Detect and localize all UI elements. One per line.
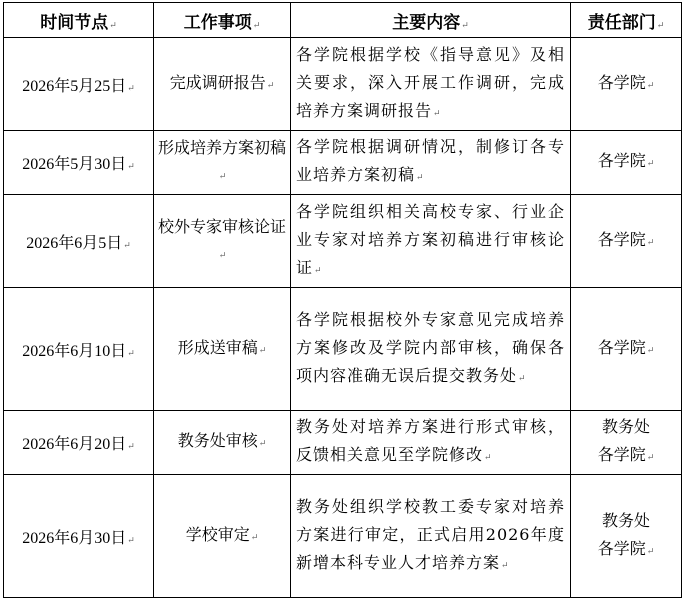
- header-time: 时间节点↵: [4, 3, 154, 38]
- paragraph-mark-icon: ↵: [127, 534, 135, 545]
- paragraph-mark-icon: ↵: [646, 159, 655, 169]
- paragraph-mark-icon: ↵: [518, 373, 527, 384]
- cell-task: 完成调研报告↵: [154, 38, 291, 131]
- cell-date: 2026年6月10日↵: [4, 288, 154, 411]
- cell-dept: 各学院↵: [571, 131, 682, 195]
- paragraph-mark-icon: ↵: [314, 265, 323, 276]
- paragraph-mark-icon: ↵: [266, 80, 275, 91]
- table-row: [4, 288, 682, 411]
- cell-dept: [571, 411, 682, 475]
- dept-line: 各学院: [597, 538, 646, 558]
- cell-date: 2026年6月20日↵: [4, 411, 154, 475]
- paragraph-mark-icon: ↵: [433, 108, 442, 119]
- table-row: [4, 195, 682, 288]
- dept-line: 各学院: [597, 445, 646, 464]
- cell-dept: [571, 475, 682, 598]
- dept-line: 教务处: [601, 510, 650, 530]
- header-row: [4, 3, 682, 38]
- paragraph-mark-icon: ↵: [258, 345, 267, 356]
- paragraph-mark-icon: ↵: [252, 20, 261, 31]
- header-task: 工作事项↵: [154, 3, 291, 38]
- cell-dept: 各学院↵: [571, 38, 682, 131]
- cell-content: 各学院根据学校《指导意见》及相关要求，深入开展工作调研，完成培养方案调研报告↵: [291, 38, 571, 131]
- paragraph-mark-icon: ↵: [484, 453, 493, 463]
- paragraph-mark-icon: ↵: [501, 560, 510, 571]
- paragraph-mark-icon: ↵: [646, 80, 655, 91]
- table-row: [4, 411, 682, 475]
- cell-date: 2026年5月25日↵: [4, 38, 154, 131]
- paragraph-mark-icon: ↵: [218, 250, 227, 261]
- cell-content: 各学院组织相关高校专家、行业企业专家对培养方案初稿进行审核论证↵: [291, 195, 571, 288]
- cell-task: 教务处审核↵: [154, 411, 291, 475]
- cell-content: 教务处对培养方案进行形式审核，反馈相关意见至学院修改↵: [291, 411, 571, 475]
- paragraph-mark-icon: ↵: [258, 439, 267, 449]
- header-content: 主要内容↵: [291, 3, 571, 38]
- paragraph-mark-icon: ↵: [461, 20, 469, 31]
- paragraph-mark-icon: ↵: [646, 237, 655, 248]
- table-row: [4, 38, 682, 131]
- cell-content: 各学院根据校外专家意见完成培养方案修改及学院内部审核，确保各项内容准确无误后提交教务处↵: [291, 288, 571, 411]
- paragraph-mark-icon: ↵: [218, 172, 227, 182]
- cell-content: 各学院根据调研情况，制修订各专业培养方案初稿↵: [291, 131, 571, 195]
- paragraph-mark-icon: ↵: [109, 20, 117, 31]
- cell-dept: 各学院↵: [571, 288, 682, 411]
- cell-date: 2026年6月5日↵: [4, 195, 154, 288]
- cell-task: 学校审定↵: [154, 475, 291, 598]
- paragraph-mark-icon: ↵: [127, 347, 135, 358]
- table-row: [4, 475, 682, 598]
- cell-dept: 各学院↵: [571, 195, 682, 288]
- paragraph-mark-icon: ↵: [656, 20, 665, 31]
- paragraph-mark-icon: ↵: [250, 532, 259, 543]
- cell-task: 形成培养方案初稿↵: [154, 131, 291, 195]
- schedule-table: [3, 2, 682, 598]
- paragraph-mark-icon: ↵: [646, 345, 655, 356]
- paragraph-mark-icon: ↵: [646, 546, 655, 557]
- paragraph-mark-icon: ↵: [416, 173, 425, 183]
- cell-date: 2026年6月30日↵: [4, 475, 154, 598]
- cell-date: 2026年5月30日↵: [4, 131, 154, 195]
- paragraph-mark-icon: ↵: [646, 453, 655, 463]
- cell-content: 教务处组织学校教工委专家对培养方案进行审定，正式启用2026年度新增本科专业人才培养方案↵: [291, 475, 571, 598]
- table-row: [4, 131, 682, 195]
- paragraph-mark-icon: ↵: [127, 82, 135, 93]
- cell-task: 校外专家审核论证↵: [154, 195, 291, 288]
- paragraph-mark-icon: ↵: [127, 161, 135, 171]
- dept-line: 教务处: [601, 417, 650, 436]
- cell-task: 形成送审稿↵: [154, 288, 291, 411]
- paragraph-mark-icon: ↵: [127, 441, 135, 451]
- header-dept: 责任部门↵: [571, 3, 682, 38]
- paragraph-mark-icon: ↵: [123, 239, 131, 250]
